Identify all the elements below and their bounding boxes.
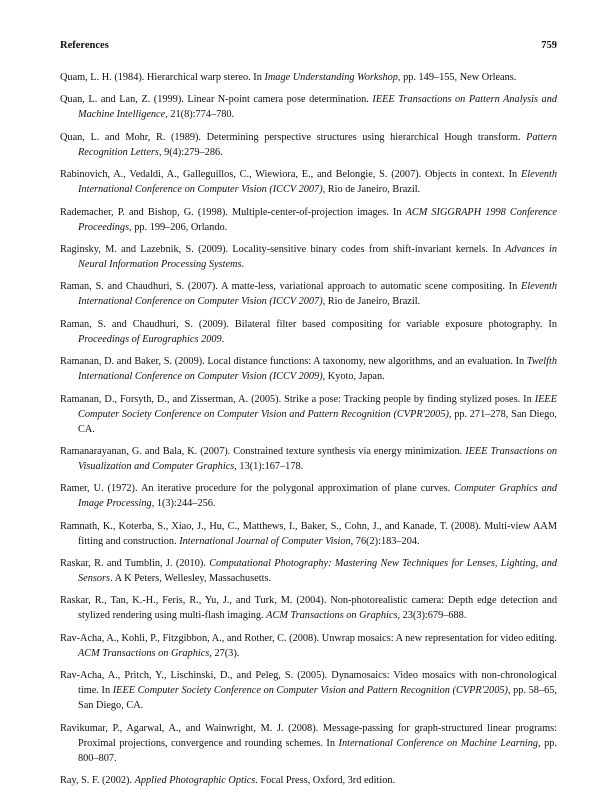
reference-entry: Rav-Acha, A., Kohli, P., Fitzgibbon, A., and Rother, C. (2008). Unwrap mosaics: A new representation for video editing. ACM Transactions on Graphics, 27(3). (60, 632, 557, 659)
reference-entry: Rademacher, P. and Bishop, G. (1998). Multiple-center-of-projection images. In ACM SIGGRAPH 1998 Conference Proceedings, pp. 199–206, Orlando. (60, 206, 557, 233)
reference-entry: Ramnath, K., Koterba, S., Xiao, J., Hu, C., Matthews, I., Baker, S., Cohn, J., and Kanade, T. (2008). Multi-view AAM fitting and construction. International Journal of Computer Vision, 76(2):183–204. (60, 520, 557, 547)
reference-entry: Raman, S. and Chaudhuri, S. (2007). A matte-less, variational approach to automatic scene compositing. In Eleventh International Conference on Computer Vision (ICCV 2007), Rio de Janeiro, Brazil. (60, 281, 557, 308)
reference-entry: Quan, L. and Lan, Z. (1999). Linear N-point camera pose determination. IEEE Transactions on Pattern Analysis and Machine Intelligence, 21(8):774–780. (60, 94, 558, 121)
reference-entry: Ramanan, D., Forsyth, D., and Zisserman, A. (2005). Strike a pose: Tracking people by finding stylized poses. In IEEE Computer Society Conference on Computer Vision and Pattern Recognition (CVPR'2005), pp. 271–278, San Diego, CA. (60, 393, 557, 435)
reference-entry: Ray, S. F. (2002). Applied Photographic Optics. Focal Press, Oxford, 3rd edition. (60, 775, 396, 787)
reference-entry: Raskar, R. and Tumblin, J. (2010). Computational Photography: Mastering New Techniques for Lenses, Lighting, and Sensors. A K Peters, Wellesley, Massachusetts. (60, 558, 557, 585)
reference-entry: Rabinovich, A., Vedaldi, A., Galleguillos, C., Wiewiora, E., and Belongie, S. (2007). Objects in context. In Eleventh International Conference on Computer Vision (ICCV 2007), Rio de Janeiro, Brazil. (60, 169, 557, 196)
reference-entry: Ramer, U. (1972). An iterative procedure for the polygonal approximation of plane curves. Computer Graphics and Image Processing, 1(3):244–256. (60, 483, 557, 510)
reference-entry: Raskar, R., Tan, K.-H., Feris, R., Yu, J., and Turk, M. (2004). Non-photorealistic camera: Depth edge detection and stylized rendering using multi-flash imaging. ACM Transactions on Graphics, 23(3):679–688. (60, 595, 557, 622)
reference-entry: Quan, L. and Mohr, R. (1989). Determining perspective structures using hierarchical Hough transform. Pattern Recognition Letters, 9(4):279–286. (60, 131, 557, 158)
reference-entry: Raman, S. and Chaudhuri, S. (2009). Bilateral filter based compositing for variable exposure photography. In Proceedings of Eurographics 2009. (60, 318, 557, 345)
reference-entry: Quam, L. H. (1984). Hierarchical warp stereo. In Image Understanding Workshop, pp. 149–155, New Orleans. (60, 72, 517, 83)
reference-entry: Ramanarayanan, G. and Bala, K. (2007). Constrained texture synthesis via energy minimization. IEEE Transactions on Visualization and Computer Graphics, 13(1):167–178. (60, 445, 558, 472)
page-header (60, 40, 557, 54)
reference-entry: Ramanan, D. and Baker, S. (2009). Local distance functions: A taxonomy, new algorithms, and an evaluation. In Twelfth International Conference on Computer Vision (ICCV 2009), Kyoto, Japan. (60, 356, 557, 383)
section-title: References (60, 40, 109, 51)
reference-list (60, 70, 557, 788)
reference-entry: Rav-Acha, A., Pritch, Y., Lischinski, D., and Peleg, S. (2005). Dynamosaics: Video mosaics with non-chronological time. In IEEE Computer Society Conference on Computer Vision and Pattern Recognition (CVPR'2005), pp. 58–65, San Diego, CA. (60, 670, 557, 712)
page-number: 759 (541, 40, 557, 51)
reference-entry: Ravikumar, P., Agarwal, A., and Wainwright, M. J. (2008). Message-passing for graph-structured linear programs: Proximal projections, convergence and rounding schemes. In International Conference on Machine Learning, pp. 800–807. (60, 722, 557, 764)
reference-entry: Raginsky, M. and Lazebnik, S. (2009). Locality-sensitive binary codes from shift-invariant kernels. In Advances in Neural Information Processing Systems. (60, 243, 557, 270)
